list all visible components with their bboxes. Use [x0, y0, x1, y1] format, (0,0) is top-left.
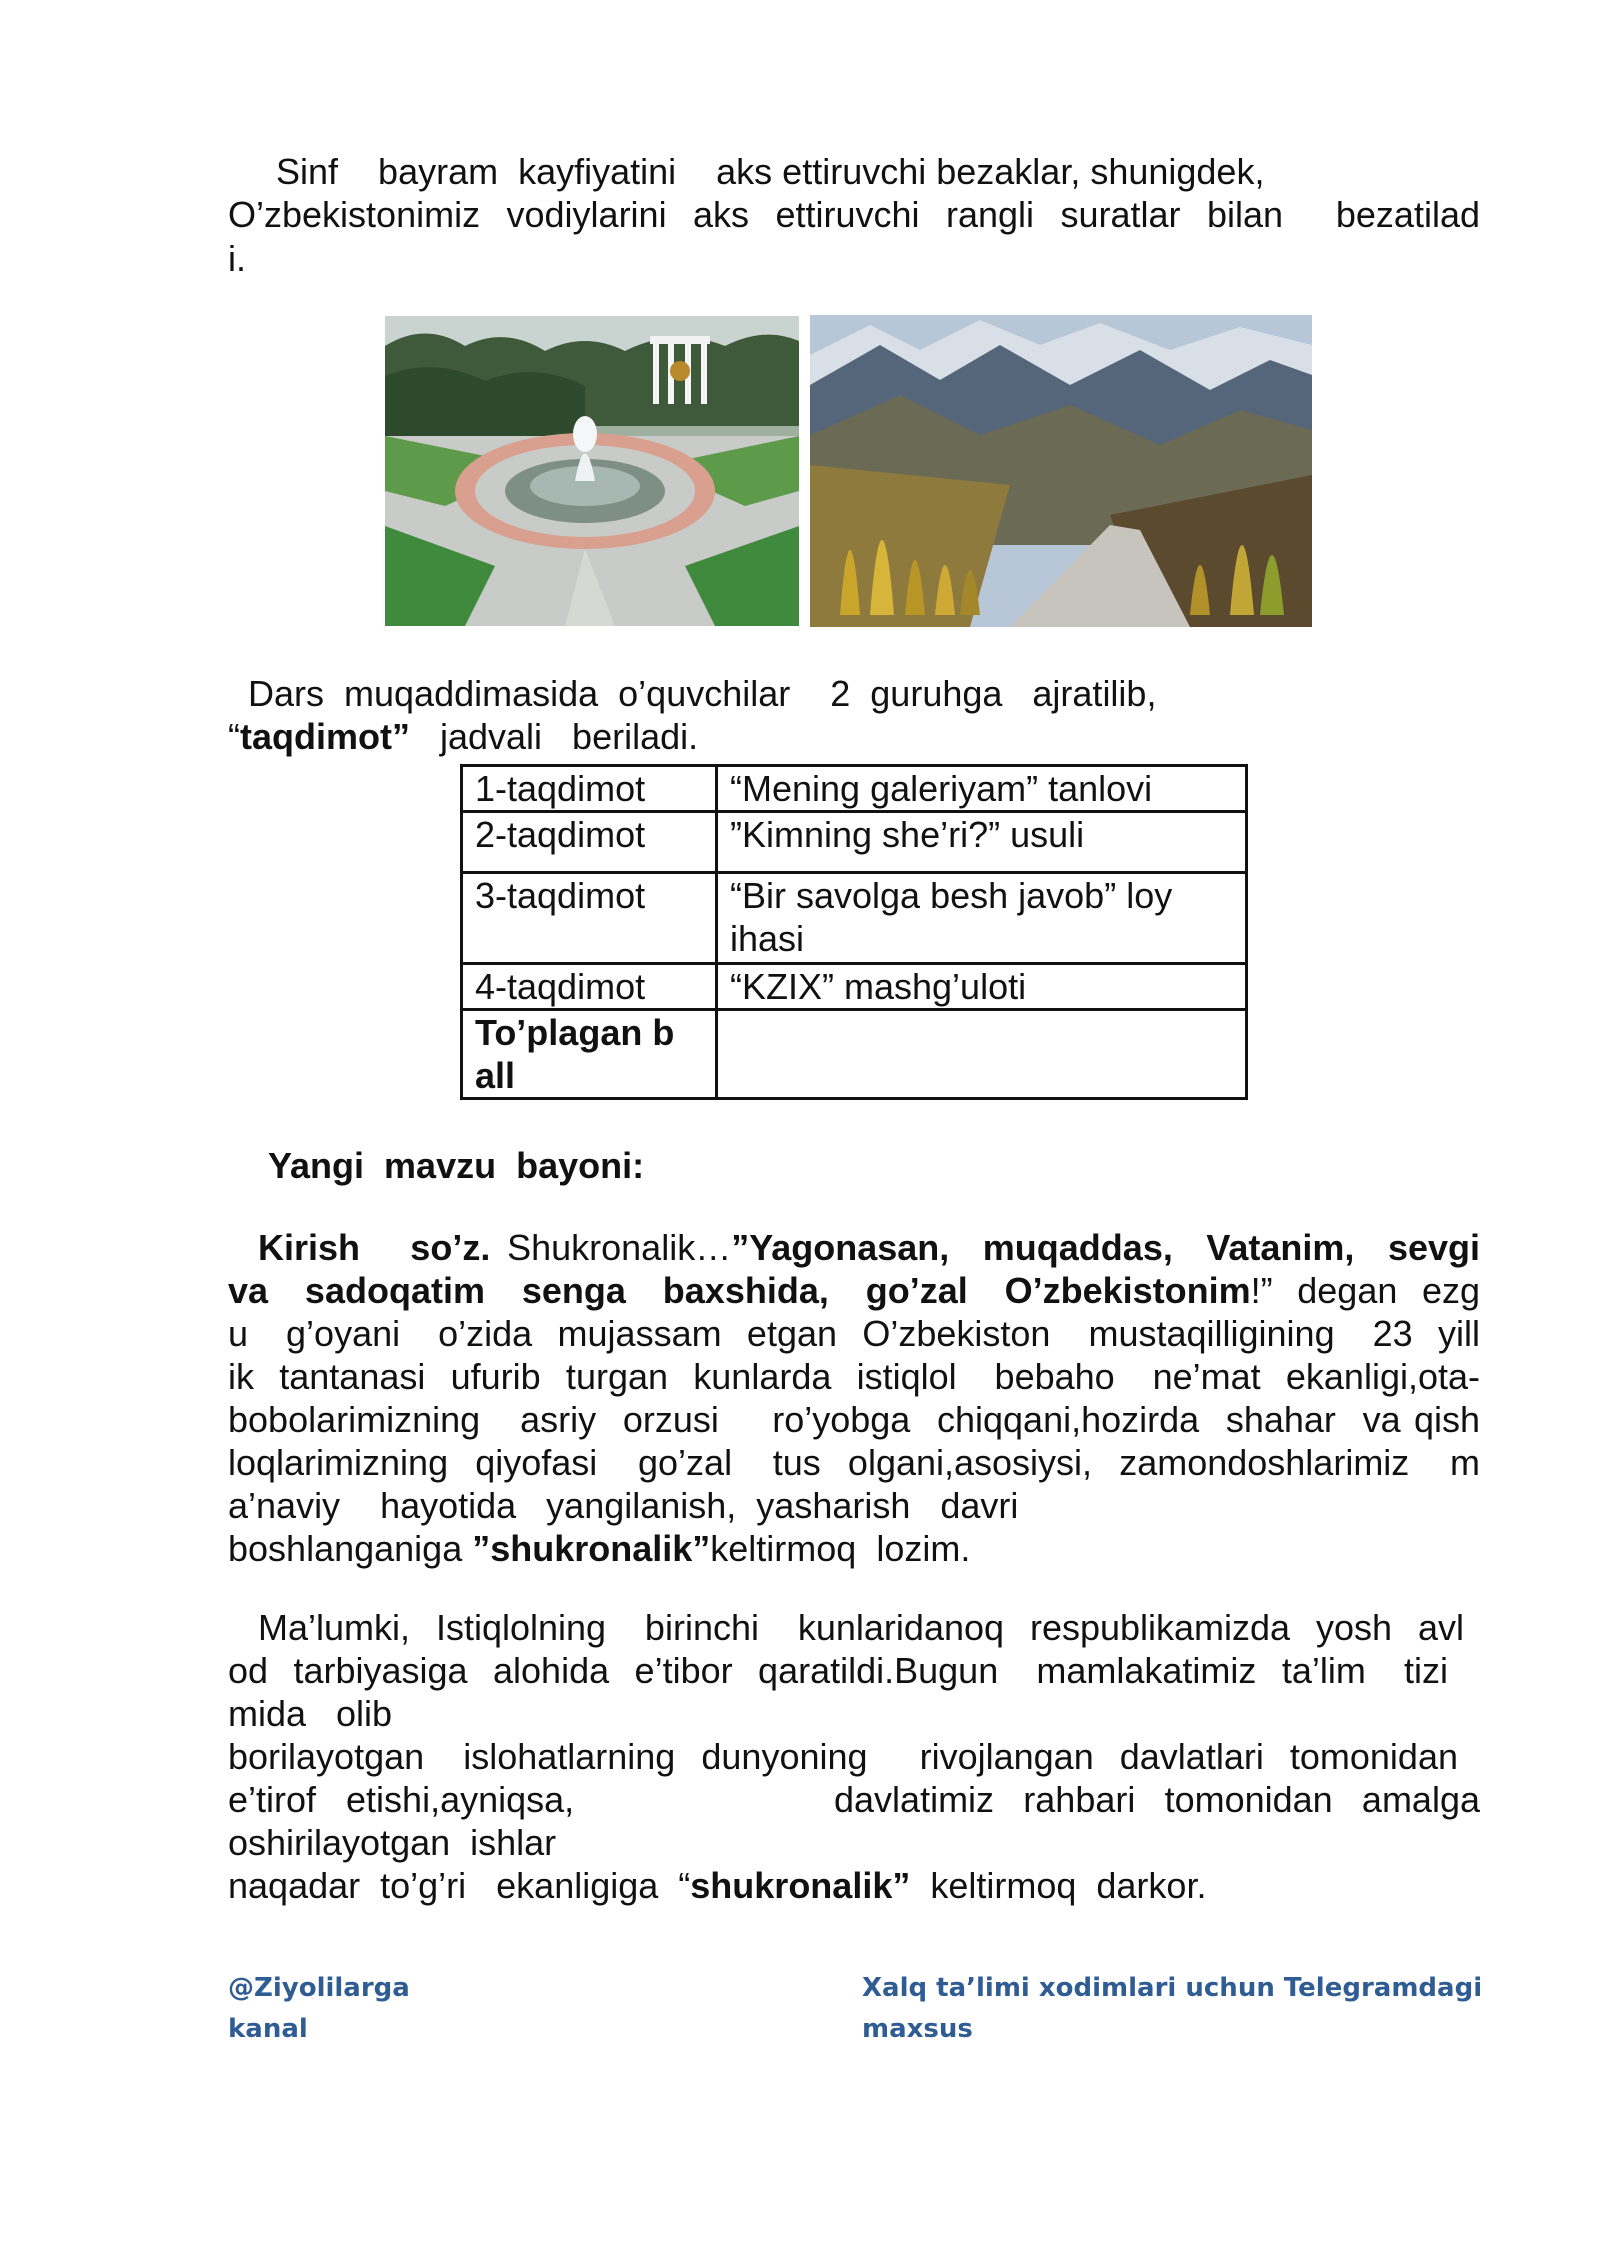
kirish-label: Kirish so’z. [258, 1227, 491, 1268]
shukronalik-text: Shukronalik… [490, 1227, 732, 1268]
table-cell: “Bir savolga besh javob” loy ihasi [717, 873, 1247, 964]
para2-line-6: oshirilayotgan ishlar [228, 1822, 557, 1863]
table-cell: “KZIX” mashg’uloti [717, 964, 1247, 1010]
para2-line-3: mida olib [228, 1693, 393, 1734]
table-row [462, 1010, 1247, 1099]
footer-handle[interactable]: @Ziyolilarga [228, 1973, 410, 2003]
para1-line-2 [228, 1269, 1480, 1312]
para2-line-4: borilayotgan islohatlarning dunyoning rivojlangan davlatlari tomonidan [228, 1736, 1458, 1777]
para1-line-3: u g’oyani o’zida mujassam etgan O’zbekiston mustaqilligining 23 yill [228, 1313, 1480, 1354]
taqdimot-table [460, 764, 1248, 1100]
intro-line-2: O’zbekistonimiz vodiylarini aks ettiruvchi rangli suratlar bilan bezatilad [228, 194, 1480, 235]
footer-kanal: kanal [228, 2014, 308, 2044]
lesson-line-2 [228, 715, 698, 758]
table-cell: 3-taqdimot [462, 873, 717, 964]
para1-bold-quote-1: ”Yagonasan, muqaddas, Vatanim, sevgi [731, 1227, 1480, 1268]
para2-line-5b: davlatimiz rahbari tomonidan amalga [834, 1779, 1480, 1820]
table-row [462, 812, 1247, 873]
table-row [462, 766, 1247, 812]
para1-line-8-post: keltirmoq lozim. [710, 1528, 971, 1569]
intro-line-3: i. [228, 238, 246, 279]
para1-line-1 [258, 1226, 1480, 1269]
table-row [462, 964, 1247, 1010]
table-cell: ”Kimning she’ri?” usuli [717, 812, 1247, 873]
table-cell: “Mening galeriyam” tanlovi [717, 766, 1247, 812]
footer-channel-link[interactable] [228, 1968, 410, 2050]
para1-line-4: ik tantanasi ufurib turgan kunlarda istiqlol bebaho ne’mat ekanligi,ota- [228, 1356, 1480, 1397]
para1-line-8 [228, 1527, 970, 1570]
taqdimot-term: taqdimot” [240, 716, 410, 757]
para2-line-5a: e’tirof etishi,ayniqsa, [228, 1779, 575, 1820]
mountain-valley-photo [810, 315, 1312, 627]
para1-bold-quote-2: va sadoqatim senga baxshida, go’zal O’zbekistonim [228, 1270, 1251, 1311]
para2-line-7-pre: naqadar to’g’ri ekanligiga “ [228, 1865, 691, 1906]
table-cell-total-value [717, 1010, 1247, 1099]
footer-description: Xalq ta’limi xodimlari uchun Telegramdagi maxsus [862, 1973, 1483, 2044]
para1-line-5: bobolarimizning asriy orzusi ro’yobga chiqqani,hozirda shahar va qish [228, 1399, 1480, 1440]
table-cell-total-label: To’plagan b all [462, 1010, 717, 1099]
park-fountain-photo [385, 316, 799, 626]
lesson-line-2-rest: jadvali beriladi. [409, 716, 699, 757]
para1-shukronalik-bold: ”shukronalik” [472, 1528, 711, 1569]
para1-line-7: a’naviy hayotida yangilanish, yasharish davri [228, 1485, 1019, 1526]
table-row [462, 873, 1247, 964]
para2-line-1: Ma’lumki, Istiqlolning birinchi kunlaridanoq respublikamizda yosh avl [258, 1607, 1464, 1648]
para2-shukronalik-bold: shukronalik” [690, 1865, 911, 1906]
para2-line-2: od tarbiyasiga alohida e’tibor qaratildi.Bugun mamlakatimiz ta’lim tizi [228, 1650, 1448, 1691]
para1-line-2-tail: !” degan ezg [1250, 1270, 1480, 1311]
para1-line-6: loqlarimizning qiyofasi go’zal tus olgani,asosiysi, zamondoshlarimiz m [228, 1442, 1480, 1483]
intro-line-1: Sinf bayram kayfiyatini aks ettiruvchi bezaklar, shunigdek, [276, 151, 1265, 192]
quote-mark: “ [228, 716, 240, 757]
para2-line-7-post: keltirmoq darkor. [910, 1865, 1207, 1906]
table-cell: 1-taqdimot [462, 766, 717, 812]
section-heading: Yangi mavzu bayoni: [268, 1145, 645, 1186]
table-cell: 2-taqdimot [462, 812, 717, 873]
table-cell: 4-taqdimot [462, 964, 717, 1010]
para2-line-7 [228, 1864, 1206, 1907]
para1-line-8-pre: boshlanganiga [228, 1528, 473, 1569]
lesson-line-1: Dars muqaddimasida o’quvchilar 2 guruhga ajratilib, [248, 673, 1157, 714]
